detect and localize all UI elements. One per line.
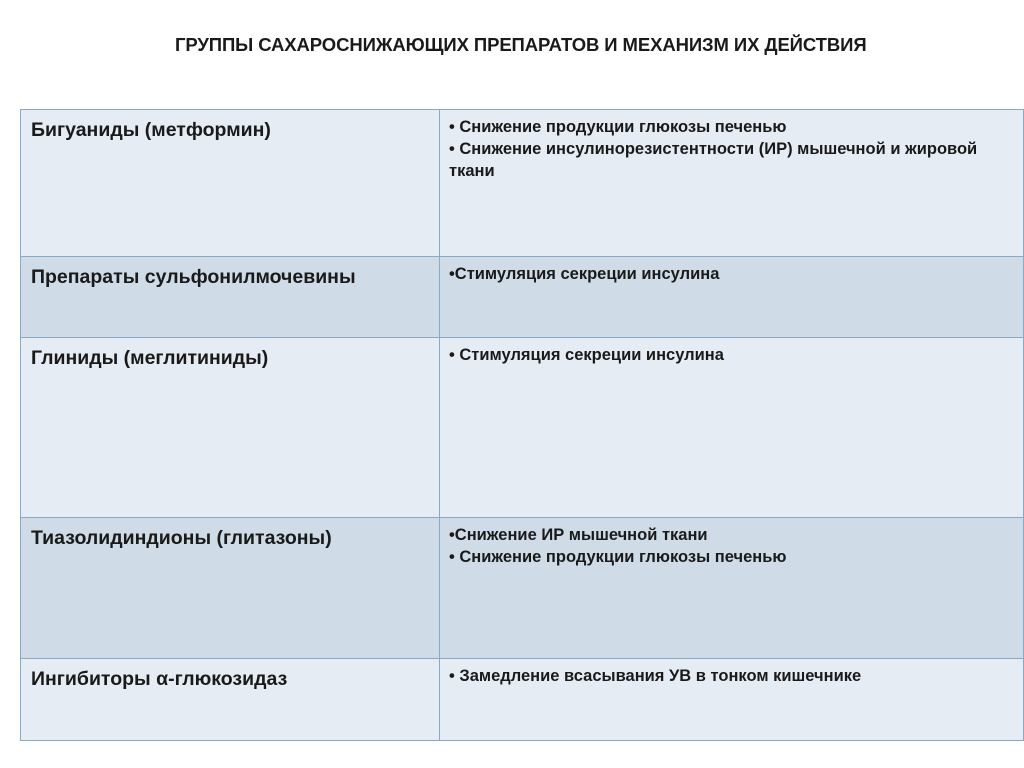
mechanism-item: • Стимуляция секреции инсулина bbox=[449, 346, 724, 364]
drug-group-name: Бигуаниды (метформин) bbox=[31, 119, 271, 141]
drug-group-name: Ингибиторы α-глюкозидаз bbox=[31, 668, 288, 690]
mechanism-item: •Стимуляция секреции инсулина bbox=[449, 265, 720, 283]
table-row bbox=[21, 338, 1024, 518]
table-row bbox=[21, 518, 1024, 659]
drug-groups-table bbox=[20, 109, 1024, 741]
mechanism-cell bbox=[440, 338, 1024, 518]
mechanism-item: • Снижение продукции глюкозы печенью bbox=[449, 548, 787, 566]
drug-group-cell bbox=[21, 659, 440, 741]
mechanism-item: • Снижение продукции глюкозы печенью bbox=[449, 118, 787, 136]
mechanism-item: • Снижение инсулинорезистентности (ИР) мышечной и жировой ткани bbox=[449, 140, 978, 180]
table-row bbox=[21, 257, 1024, 338]
drug-group-name: Тиазолидиндионы (глитазоны) bbox=[31, 527, 332, 549]
page-title: ГРУППЫ САХАРОСНИЖАЮЩИХ ПРЕПАРАТОВ И МЕХАНИЗМ ИХ ДЕЙСТВИЯ bbox=[175, 34, 867, 55]
drug-group-name: Препараты сульфонилмочевины bbox=[31, 266, 356, 288]
mechanism-item: •Снижение ИР мышечной ткани bbox=[449, 526, 708, 544]
mechanism-item: • Замедление всасывания УВ в тонком кишечнике bbox=[449, 667, 862, 685]
drug-group-cell bbox=[21, 110, 440, 257]
mechanism-cell bbox=[440, 257, 1024, 338]
drug-group-cell bbox=[21, 338, 440, 518]
drug-group-name: Глиниды (меглитиниды) bbox=[31, 347, 269, 369]
drug-group-cell bbox=[21, 518, 440, 659]
mechanism-cell bbox=[440, 110, 1024, 257]
mechanism-cell bbox=[440, 518, 1024, 659]
table-row bbox=[21, 659, 1024, 741]
table-row bbox=[21, 110, 1024, 257]
mechanism-cell bbox=[440, 659, 1024, 741]
drug-group-cell bbox=[21, 257, 440, 338]
